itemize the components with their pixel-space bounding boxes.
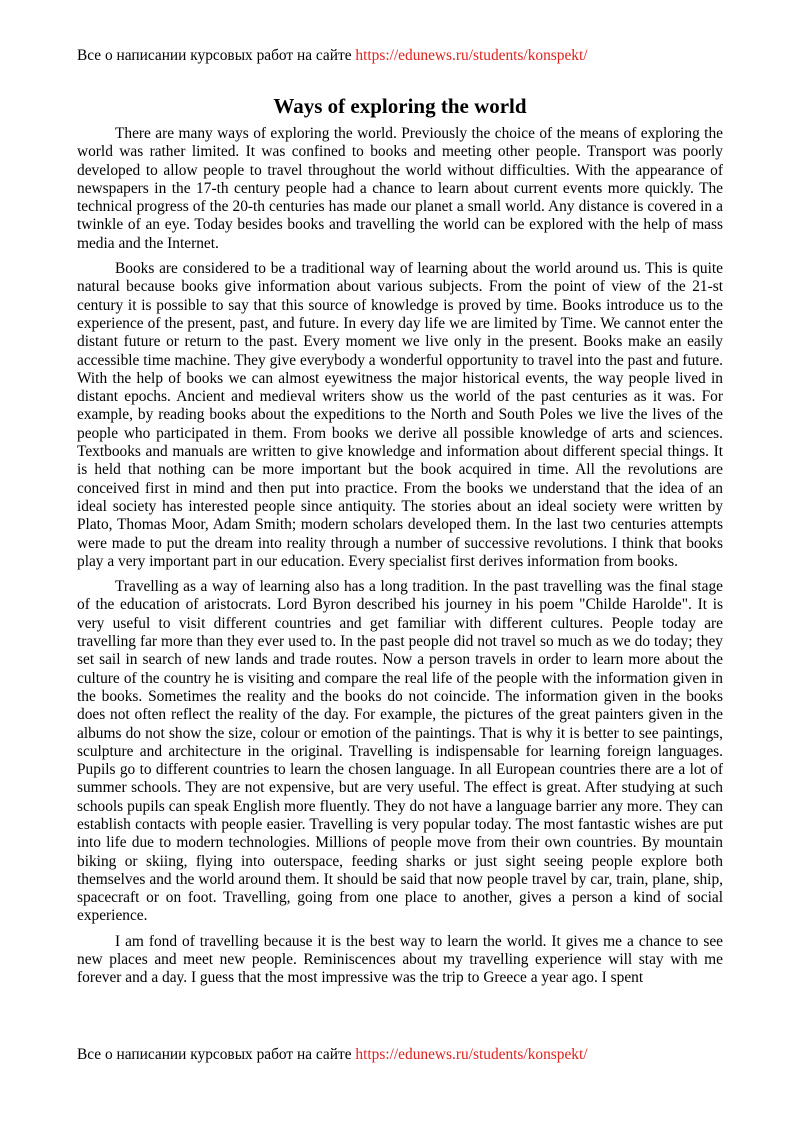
page-header xyxy=(77,47,588,65)
page-footer xyxy=(77,1046,588,1064)
footer-text: Все о написании курсовых работ на сайте xyxy=(77,1046,356,1063)
header-text: Все о написании курсовых работ на сайте xyxy=(77,47,356,64)
paragraph-intro: There are many ways of exploring the world. Previously the choice of the means of exploring the world was rather limited. It was confined to books and meeting other people. Transport was poorly developed to allow people to travel throughout the world without difficulties. With the appearance of newspapers in the 17-th century people had a chance to learn about current events more quickly. The technical progress of the 20-th centuries has made our planet a small world. Any distance is covered in a twinkle of an eye. Today besides books and travelling the world can be explored with the help of mass media and the Internet. xyxy=(77,125,723,252)
paragraph-books: Books are considered to be a traditional way of learning about the world around us. This is quite natural because books give information about various subjects. From the point of view of the 21-st century it is possible to say that this source of knowledge is proved by time. Books introduce us to the experience of the present, past, and future. In every day life we are limited by Time. We cannot enter the distant future or return to the past. Every moment we live only in the present. Books make an easily accessible time machine. They give everybody a wonderful opportunity to travel into the past and future. With the help of books we can almost eyewitness the major historical events, the way people lived in distant epochs. Ancient and medieval writers show us the world of the past centuries as it was. For example, by reading books about the expeditions to the North and South Poles we live the lives of the people who participated in them. From books we derive all possible knowledge of arts and sciences. Textbooks and manuals are written to give knowledge and information about different special things. It is held that nothing can be more important but the book acquired in time. All the revolutions are conceived first in mind and then put into practice. From the books we understand that the idea of an ideal society has interested people since antiquity. The stories about an ideal society were written by Plato, Thomas Moor, Adam Smith; modern scholars developed them. In the last two centuries attempts were made to put the dream into reality through a number of successive revolutions. I think that books play a very important part in our education. Every specialist first derives information from books. xyxy=(77,260,723,570)
paragraph-travelling: Travelling as a way of learning also has a long tradition. In the past travelling was the final stage of the education of aristocrats. Lord Byron described his journey in his poem "Childe Harolde". It is very useful to visit different countries and get familiar with different cultures. People today are travelling far more than they ever used to. In the past people did not travel so much as we do today; they set sail in search of new lands and trade routes. Now a person travels in order to learn more about the culture of the country he is visiting and compare the real life of the people with the information given in the books. Sometimes the reality and the books do not coincide. The information given in the books does not often reflect the reality of the day. For example, the pictures of the great painters given in the albums do not show the size, colour or emotion of the paintings. That is why it is better to see paintings, sculpture and architecture in the original. Travelling is indispensable for learning foreign languages. Pupils go to different countries to learn the chosen language. In all European countries there are a lot of summer schools. They are not expensive, but are very useful. The effect is great. After studying at such schools pupils can speak English more fluently. They do not have a language barrier any more. They can establish contacts with people easier. Travelling is very popular today. The most fantastic wishes are put into life due to modern technologies. Millions of people move from their own countries. By mountain biking or skiing, flying into outerspace, feeding sharks or just sight seeing people explore both themselves and the world around them. It should be said that now people travel by car, train, plane, ship, spacecraft or on foot. Travelling, going from one place to another, gives a person a kind of social experience. xyxy=(77,578,723,925)
footer-link[interactable]: https://edunews.ru/students/konspekt/ xyxy=(355,1046,588,1063)
document-title: Ways of exploring the world xyxy=(273,94,527,118)
paragraph-personal: I am fond of travelling because it is the best way to learn the world. It gives me a chance to see new places and meet new people. Reminiscences about my travelling experience will stay with me forever and a day. I guess that the most impressive was the trip to Greece a year ago. I spent xyxy=(77,932,723,987)
header-link[interactable]: https://edunews.ru/students/konspekt/ xyxy=(355,47,588,64)
document-body xyxy=(77,125,723,1041)
